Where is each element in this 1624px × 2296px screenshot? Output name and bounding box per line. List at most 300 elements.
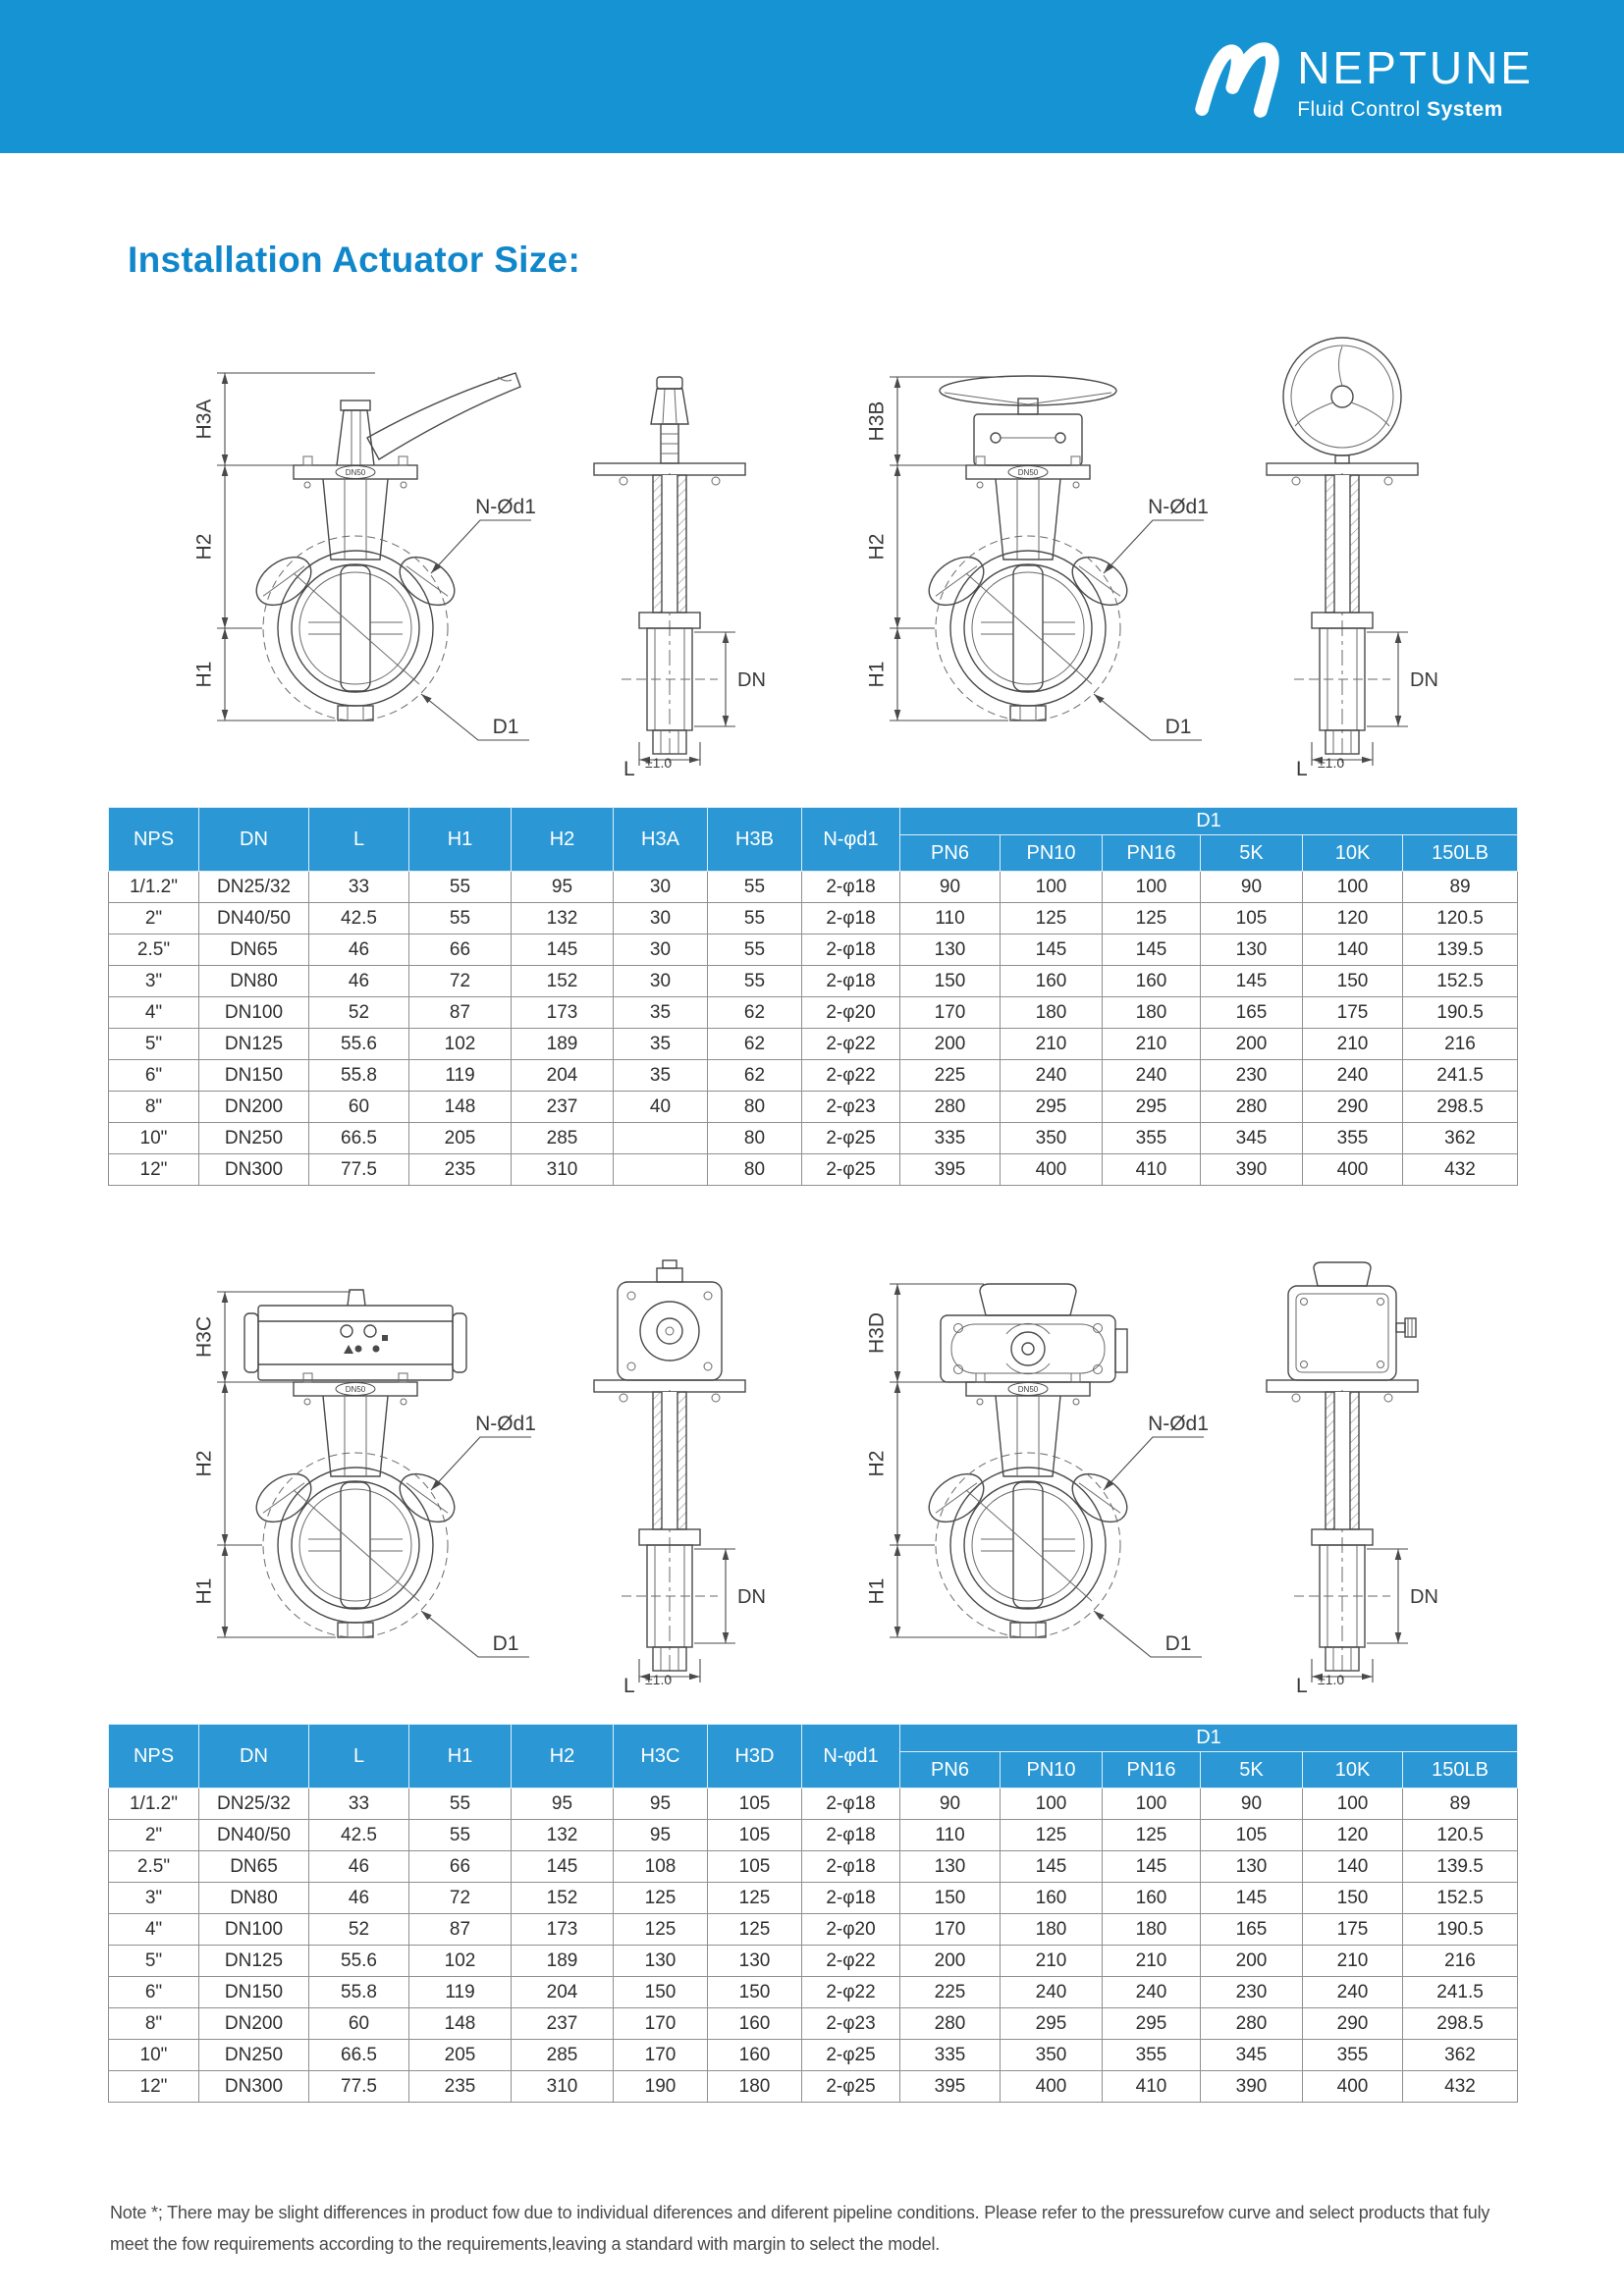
table-cell: 165: [1201, 1914, 1303, 1946]
table-cell: 152: [512, 1883, 614, 1914]
table-cell: DN25/32: [199, 1789, 309, 1820]
page-title: Installation Actuator Size:: [128, 240, 581, 280]
table-cell: 42.5: [309, 903, 409, 934]
table-cell: DN125: [199, 1946, 309, 1977]
bolt-circle-label: D1: [1164, 716, 1192, 738]
table-cell: 355: [1103, 2040, 1201, 2071]
table-cell: 55: [409, 1820, 512, 1851]
table-cell: 165: [1201, 997, 1303, 1029]
tagline-regular: Fluid Control: [1297, 98, 1428, 121]
table-cell: 125: [708, 1883, 802, 1914]
table-cell: 55: [409, 903, 512, 934]
length-label: L: [623, 758, 635, 777]
table-cell: 2-φ18: [802, 1883, 900, 1914]
table-cell: 130: [614, 1946, 708, 1977]
table-row: [109, 1883, 1518, 1914]
table-cell: 210: [1103, 1946, 1201, 1977]
table-cell: 35: [614, 1029, 708, 1060]
bolt-holes-label: N-Ød1: [475, 1413, 536, 1435]
table-cell: 310: [512, 2071, 614, 2103]
table-cell: 152.5: [1403, 1883, 1518, 1914]
col-header-pn10: PN10: [1001, 835, 1103, 872]
table-cell: 160: [708, 2008, 802, 2040]
table-cell: 150: [1303, 966, 1403, 997]
table-cell: 160: [708, 2040, 802, 2071]
table-cell: 89: [1403, 872, 1518, 903]
table-cell: 190.5: [1403, 1914, 1518, 1946]
table-cell: 280: [900, 1092, 1001, 1123]
brand-logo: [1191, 33, 1534, 120]
table-cell: 280: [900, 2008, 1001, 2040]
table-cell: 400: [1001, 2071, 1103, 2103]
table-cell: 42.5: [309, 1820, 409, 1851]
table-cell: 55: [409, 1789, 512, 1820]
table-cell: 10": [109, 1123, 199, 1154]
table-cell: 52: [309, 997, 409, 1029]
table-cell: 150: [1303, 1883, 1403, 1914]
table-cell: 5": [109, 1946, 199, 1977]
dim-label-h3b: H3B: [865, 400, 889, 442]
table-cell: 145: [512, 1851, 614, 1883]
length-label: L: [1296, 758, 1308, 777]
table-cell: 148: [409, 1092, 512, 1123]
table-cell: 77.5: [309, 1154, 409, 1186]
table-cell: 160: [1103, 1883, 1201, 1914]
table-cell: 335: [900, 2040, 1001, 2071]
table-cell: 2-φ23: [802, 2008, 900, 2040]
table-cell: 55.8: [309, 1977, 409, 2008]
table-cell: 395: [900, 1154, 1001, 1186]
table-cell: 237: [512, 2008, 614, 2040]
table-cell: 180: [1001, 997, 1103, 1029]
table-cell: 105: [1201, 1820, 1303, 1851]
dim-label-h2: H2: [865, 1450, 889, 1477]
table-cell: [614, 1123, 708, 1154]
table-cell: 46: [309, 1883, 409, 1914]
table-cell: 240: [1303, 1060, 1403, 1092]
table-cell: 190.5: [1403, 997, 1518, 1029]
table-cell: 173: [512, 997, 614, 1029]
table-cell: 4": [109, 997, 199, 1029]
table-cell: 2-φ25: [802, 2040, 900, 2071]
col-header-h1: H1: [409, 1725, 512, 1789]
table-cell: 335: [900, 1123, 1001, 1154]
table-cell: 110: [900, 1820, 1001, 1851]
table-cell: 160: [1103, 966, 1201, 997]
table-cell: 95: [512, 872, 614, 903]
table-row: [109, 1851, 1518, 1883]
table-cell: 235: [409, 2071, 512, 2103]
table-cell: 240: [1001, 1060, 1103, 1092]
table-cell: DN65: [199, 934, 309, 966]
table-cell: DN150: [199, 1977, 309, 2008]
table-cell: 2.5": [109, 934, 199, 966]
dim-label-h3d: H3D: [865, 1311, 889, 1355]
table-cell: 2-φ20: [802, 1914, 900, 1946]
table-cell: 55.6: [309, 1946, 409, 1977]
table-cell: 410: [1103, 1154, 1201, 1186]
table-cell: 216: [1403, 1946, 1518, 1977]
neck-tag-label: DN50: [345, 1385, 366, 1394]
table-cell: 432: [1403, 2071, 1518, 2103]
table-cell: 132: [512, 1820, 614, 1851]
table-cell: 350: [1001, 1123, 1103, 1154]
table-cell: DN65: [199, 1851, 309, 1883]
table-cell: 290: [1303, 2008, 1403, 2040]
table-cell: 225: [900, 1977, 1001, 2008]
table-cell: DN250: [199, 2040, 309, 2071]
table-cell: 87: [409, 1914, 512, 1946]
table-cell: 140: [1303, 934, 1403, 966]
table-cell: 175: [1303, 1914, 1403, 1946]
bolt-holes-label: N-Ød1: [1148, 496, 1209, 518]
table-cell: 72: [409, 966, 512, 997]
table-cell: DN80: [199, 966, 309, 997]
tolerance-label: ±1.0: [1318, 755, 1345, 771]
col-header-pn10: PN10: [1001, 1752, 1103, 1789]
table-cell: DN100: [199, 1914, 309, 1946]
table-cell: 1/1.2": [109, 1789, 199, 1820]
table-cell: 189: [512, 1029, 614, 1060]
table-cell: 2-φ22: [802, 1029, 900, 1060]
brand-tagline: [1297, 99, 1534, 120]
table-cell: 240: [1103, 1977, 1201, 2008]
table-cell: 160: [1001, 1883, 1103, 1914]
table-cell: 30: [614, 872, 708, 903]
table-cell: 80: [708, 1092, 802, 1123]
table-cell: 87: [409, 997, 512, 1029]
table-cell: 350: [1001, 2040, 1103, 2071]
table-cell: 125: [1103, 1820, 1201, 1851]
table-cell: 62: [708, 997, 802, 1029]
table-cell: 130: [708, 1946, 802, 1977]
col-header-nphid1: N-φd1: [802, 808, 900, 872]
table-cell: 62: [708, 1060, 802, 1092]
col-header-5k: 5K: [1201, 1752, 1303, 1789]
tolerance-label: ±1.0: [1318, 1672, 1345, 1687]
table-cell: 173: [512, 1914, 614, 1946]
table-cell: 2-φ20: [802, 997, 900, 1029]
table-cell: 132: [512, 903, 614, 934]
table-row: [109, 1914, 1518, 1946]
electric-valve-side-drawing: [1239, 1233, 1450, 1694]
electric-valve-front-drawing: [846, 1233, 1210, 1694]
lever-valve-front-drawing: [174, 316, 537, 777]
table-cell: 200: [1201, 1946, 1303, 1977]
table-cell: 150: [900, 1883, 1001, 1914]
table-cell: 119: [409, 1977, 512, 2008]
table-cell: 432: [1403, 1154, 1518, 1186]
table-cell: 100: [1303, 872, 1403, 903]
col-header-l: L: [309, 1725, 409, 1789]
table-cell: 55: [708, 903, 802, 934]
table-cell: 108: [614, 1851, 708, 1883]
col-header-nps: NPS: [109, 808, 199, 872]
table-cell: 125: [1103, 903, 1201, 934]
table-cell: DN25/32: [199, 872, 309, 903]
table-cell: 5": [109, 1029, 199, 1060]
table-row: [109, 1977, 1518, 2008]
length-label: L: [1296, 1675, 1308, 1694]
table-cell: 40: [614, 1092, 708, 1123]
table-cell: 102: [409, 1946, 512, 1977]
table-cell: 52: [309, 1914, 409, 1946]
table-cell: 105: [708, 1789, 802, 1820]
table-cell: 355: [1303, 2040, 1403, 2071]
dim-label-h1: H1: [865, 661, 889, 688]
table-cell: 100: [1103, 1789, 1201, 1820]
automated-actuator-size-table: [108, 1724, 1518, 2103]
table-cell: 119: [409, 1060, 512, 1092]
table-cell: 160: [1001, 966, 1103, 997]
table-cell: 240: [1303, 1977, 1403, 2008]
table-cell: 139.5: [1403, 934, 1518, 966]
table-cell: 150: [900, 966, 1001, 997]
table-cell: 12": [109, 2071, 199, 2103]
table-cell: 55.6: [309, 1029, 409, 1060]
table-cell: 100: [1001, 1789, 1103, 1820]
gear-valve-side-drawing: [1239, 316, 1450, 777]
brand-name: NEPTUNE: [1297, 42, 1534, 93]
table-cell: 204: [512, 1060, 614, 1092]
table-cell: 145: [1103, 1851, 1201, 1883]
table-cell: 240: [1001, 1977, 1103, 2008]
table-cell: 145: [1201, 1883, 1303, 1914]
table-cell: 55.8: [309, 1060, 409, 1092]
col-header-150lb: 150LB: [1403, 835, 1518, 872]
table-cell: 46: [309, 934, 409, 966]
tolerance-label: ±1.0: [645, 1672, 673, 1687]
table-cell: 362: [1403, 1123, 1518, 1154]
bolt-holes-label: N-Ød1: [1148, 1413, 1209, 1435]
table-cell: 66.5: [309, 2040, 409, 2071]
table-cell: 2-φ18: [802, 934, 900, 966]
table-cell: 345: [1201, 2040, 1303, 2071]
table-cell: 95: [614, 1820, 708, 1851]
table-cell: 237: [512, 1092, 614, 1123]
table-cell: 2-φ18: [802, 1789, 900, 1820]
table-row: [109, 2040, 1518, 2071]
table-cell: 120.5: [1403, 903, 1518, 934]
dim-label-h1: H1: [192, 1577, 216, 1605]
table-cell: 105: [708, 1820, 802, 1851]
dn-label: DN: [737, 669, 766, 691]
table-cell: 230: [1201, 1977, 1303, 2008]
table-cell: 60: [309, 2008, 409, 2040]
table-cell: 33: [309, 872, 409, 903]
table-cell: 130: [900, 934, 1001, 966]
table-row: [109, 1060, 1518, 1092]
table-cell: 125: [614, 1914, 708, 1946]
table-cell: [614, 1154, 708, 1186]
table-cell: 105: [708, 1851, 802, 1883]
table-cell: 210: [1303, 1946, 1403, 1977]
table-cell: DN100: [199, 997, 309, 1029]
table-cell: 230: [1201, 1060, 1303, 1092]
table-cell: 204: [512, 1977, 614, 2008]
col-header-d1-group: D1: [900, 1725, 1518, 1752]
table-cell: 110: [900, 903, 1001, 934]
col-header-150lb: 150LB: [1403, 1752, 1518, 1789]
table-cell: 285: [512, 1123, 614, 1154]
table-cell: 2": [109, 903, 199, 934]
table-cell: 3": [109, 1883, 199, 1914]
table-cell: 298.5: [1403, 1092, 1518, 1123]
table-cell: 8": [109, 1092, 199, 1123]
table-row: [109, 997, 1518, 1029]
table-row: [109, 1092, 1518, 1123]
table-cell: 2-φ18: [802, 966, 900, 997]
table-cell: 280: [1201, 2008, 1303, 2040]
dn-label: DN: [737, 1586, 766, 1608]
table-cell: 410: [1103, 2071, 1201, 2103]
table-cell: 139.5: [1403, 1851, 1518, 1883]
table-cell: 395: [900, 2071, 1001, 2103]
table-cell: 180: [1103, 997, 1201, 1029]
col-header-h3d: H3D: [708, 1725, 802, 1789]
length-label: L: [623, 1675, 635, 1694]
lever-valve-side-drawing: [567, 316, 778, 777]
col-header-pn16: PN16: [1103, 835, 1201, 872]
col-header-dn: DN: [199, 808, 309, 872]
table-row: [109, 1946, 1518, 1977]
table-cell: 225: [900, 1060, 1001, 1092]
table-cell: 390: [1201, 1154, 1303, 1186]
table-cell: 175: [1303, 997, 1403, 1029]
table-cell: 295: [1103, 2008, 1201, 2040]
table-cell: 2": [109, 1820, 199, 1851]
table-cell: 180: [1001, 1914, 1103, 1946]
table-row: [109, 966, 1518, 997]
neck-tag-label: DN50: [1017, 468, 1039, 477]
table-cell: 62: [708, 1029, 802, 1060]
table-cell: 125: [614, 1883, 708, 1914]
table-cell: 400: [1303, 2071, 1403, 2103]
dim-label-h3a: H3A: [192, 399, 216, 440]
col-header-5k: 5K: [1201, 835, 1303, 872]
table-cell: 6": [109, 1060, 199, 1092]
table-cell: 60: [309, 1092, 409, 1123]
pneumatic-valve-front-drawing: [174, 1233, 537, 1694]
table-cell: 400: [1001, 1154, 1103, 1186]
table-row: [109, 2071, 1518, 2103]
table-cell: 362: [1403, 2040, 1518, 2071]
table-cell: 170: [614, 2008, 708, 2040]
table-cell: 180: [1103, 1914, 1201, 1946]
table-cell: 2-φ25: [802, 2071, 900, 2103]
table-cell: 2-φ18: [802, 1851, 900, 1883]
table-cell: 295: [1001, 2008, 1103, 2040]
table-cell: 2.5": [109, 1851, 199, 1883]
table-cell: 400: [1303, 1154, 1403, 1186]
dim-label-h2: H2: [865, 533, 889, 561]
table-cell: 152: [512, 966, 614, 997]
table-cell: 170: [900, 1914, 1001, 1946]
table-cell: 210: [1103, 1029, 1201, 1060]
col-header-nphid1: N-φd1: [802, 1725, 900, 1789]
table-cell: 130: [1201, 934, 1303, 966]
table-cell: DN200: [199, 1092, 309, 1123]
table-cell: 72: [409, 1883, 512, 1914]
table-row: [109, 872, 1518, 903]
table-cell: 150: [614, 1977, 708, 2008]
table-cell: 145: [512, 934, 614, 966]
neck-tag-label: DN50: [1017, 1385, 1039, 1394]
table-row: [109, 903, 1518, 934]
table-cell: DN40/50: [199, 903, 309, 934]
bolt-holes-label: N-Ød1: [475, 496, 536, 518]
col-header-10k: 10K: [1303, 1752, 1403, 1789]
table-cell: 35: [614, 997, 708, 1029]
table-cell: 280: [1201, 1092, 1303, 1123]
dim-label-h3c: H3C: [192, 1315, 216, 1359]
automated-valve-diagrams: [0, 1233, 1624, 1694]
table-cell: 2-φ18: [802, 1820, 900, 1851]
dim-label-h2: H2: [192, 1450, 216, 1477]
table-cell: 2-φ22: [802, 1946, 900, 1977]
table-cell: 170: [900, 997, 1001, 1029]
table-cell: 145: [1001, 1851, 1103, 1883]
table-row: [109, 1820, 1518, 1851]
table-cell: 200: [900, 1946, 1001, 1977]
table-cell: 2-φ25: [802, 1154, 900, 1186]
table-cell: 210: [1303, 1029, 1403, 1060]
dn-label: DN: [1410, 1586, 1438, 1608]
table-cell: 130: [1201, 1851, 1303, 1883]
table-cell: 77.5: [309, 2071, 409, 2103]
table-body: [109, 1789, 1518, 2103]
table-cell: 33: [309, 1789, 409, 1820]
table-cell: 46: [309, 966, 409, 997]
col-header-h3b: H3B: [708, 808, 802, 872]
table-cell: 152.5: [1403, 966, 1518, 997]
table-cell: 3": [109, 966, 199, 997]
table-cell: 66: [409, 934, 512, 966]
table-cell: 90: [1201, 1789, 1303, 1820]
table-cell: 30: [614, 966, 708, 997]
table-cell: 241.5: [1403, 1060, 1518, 1092]
manual-actuator-size-table: [108, 807, 1518, 1186]
table-cell: DN150: [199, 1060, 309, 1092]
table-cell: 1/1.2": [109, 872, 199, 903]
table-cell: 145: [1001, 934, 1103, 966]
col-header-l: L: [309, 808, 409, 872]
table-cell: 2-φ18: [802, 872, 900, 903]
table-cell: 55: [409, 872, 512, 903]
table-cell: 80: [708, 1154, 802, 1186]
bolt-circle-label: D1: [492, 716, 519, 738]
col-header-h2: H2: [512, 1725, 614, 1789]
table-cell: 120: [1303, 903, 1403, 934]
dim-label-h2: H2: [192, 533, 216, 561]
table-cell: 66.5: [309, 1123, 409, 1154]
table-cell: 210: [1001, 1029, 1103, 1060]
dim-label-h1: H1: [865, 1577, 889, 1605]
table-cell: 355: [1103, 1123, 1201, 1154]
table-cell: 120.5: [1403, 1820, 1518, 1851]
neptune-wave-icon: [1191, 33, 1281, 120]
table-cell: 30: [614, 934, 708, 966]
table-cell: 180: [708, 2071, 802, 2103]
col-header-pn6: PN6: [900, 1752, 1001, 1789]
gear-valve-front-drawing: [846, 316, 1210, 777]
table-cell: 2-φ25: [802, 1123, 900, 1154]
table-cell: 4": [109, 1914, 199, 1946]
col-header-nps: NPS: [109, 1725, 199, 1789]
table-row: [109, 934, 1518, 966]
table-cell: 120: [1303, 1820, 1403, 1851]
table-row: [109, 2008, 1518, 2040]
